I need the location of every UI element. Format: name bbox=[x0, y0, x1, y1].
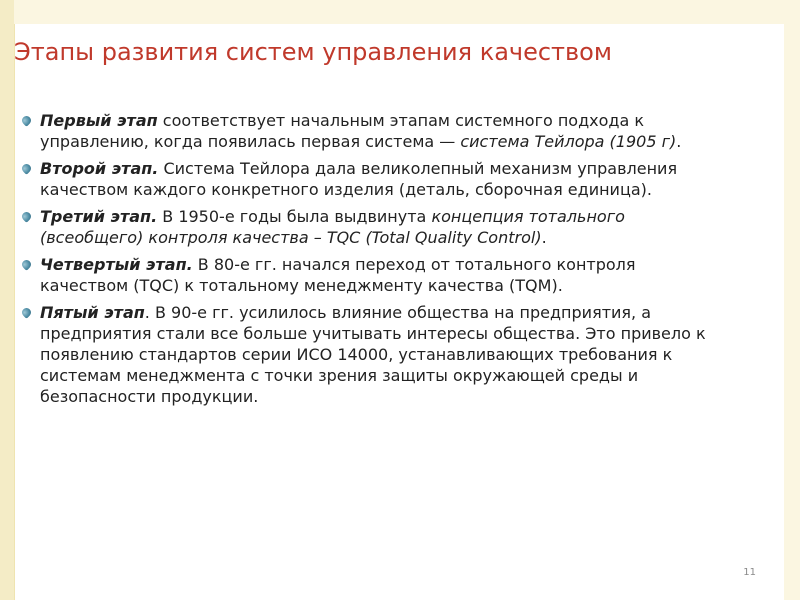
water-drop-icon bbox=[20, 114, 33, 127]
left-decorative-bar bbox=[0, 0, 14, 600]
water-drop-icon bbox=[20, 210, 33, 223]
stage-emphasis: концепция тотального (всеобщего) контроля качества – TQC (Total Quality Control) bbox=[40, 207, 625, 247]
stage-heading: Пятый этап bbox=[40, 303, 145, 322]
stage-heading: Первый этап bbox=[40, 111, 158, 130]
water-drop-icon bbox=[20, 162, 33, 175]
stage-emphasis: система Тейлора (1905 г) bbox=[460, 132, 677, 151]
stage-item-3 bbox=[22, 206, 727, 248]
stage-text: соответствует начальным этапам системного подхода к управлению, когда появилась первая система — bbox=[40, 111, 645, 151]
stages-list bbox=[22, 110, 727, 413]
stage-item-5 bbox=[22, 302, 727, 407]
stage-text: В 80-е гг. начался переход от тотального контроля качеством (TQC) к тотальному менеджменту качества (TQM). bbox=[40, 255, 636, 295]
water-drop-icon bbox=[20, 258, 33, 271]
stage-item-1 bbox=[22, 110, 727, 152]
stage-item-4 bbox=[22, 254, 727, 296]
stage-heading: Второй этап. bbox=[40, 159, 159, 178]
page-number: 11 bbox=[743, 567, 756, 578]
top-decorative-band bbox=[14, 0, 800, 24]
stage-text: . В 90-е гг. усилилось влияние общества на предприятия, а предприятия стали все больше учитывать интересы общества. Это привело к появлению стандартов серии ИСО 14000, устанавливающих требования к системам менеджмента с точки зрения защиты окружающей среды и безопасности продукции. bbox=[40, 303, 706, 406]
stage-heading: Четвертый этап. bbox=[40, 255, 193, 274]
left-divider bbox=[14, 0, 15, 600]
stage-text: Система Тейлора дала великолепный механизм управления качеством каждого конкретного изделия (деталь, сборочная единица). bbox=[40, 159, 678, 199]
right-decorative-band bbox=[784, 0, 800, 600]
water-drop-icon bbox=[20, 306, 33, 319]
stage-text-end: . bbox=[676, 132, 682, 151]
slide-title: Этапы развития систем управления качеством bbox=[14, 38, 612, 66]
stage-text-end: . bbox=[541, 228, 547, 247]
stage-item-2 bbox=[22, 158, 727, 200]
stage-heading: Третий этап. bbox=[40, 207, 158, 226]
stage-text: В 1950-е годы была выдвинута bbox=[157, 207, 432, 226]
